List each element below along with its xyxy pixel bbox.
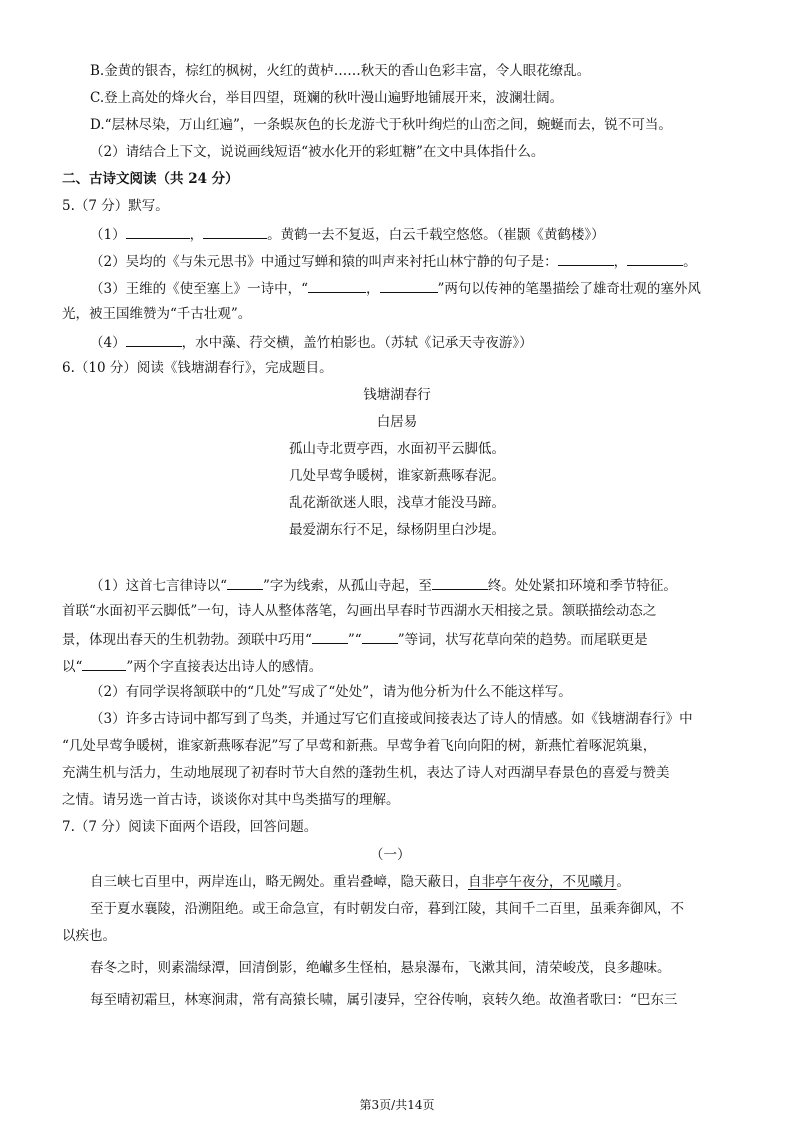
question-5-2 xyxy=(90,251,697,271)
passage-para-4: 每至晴初霜旦，林寒涧肃，常有高猿长啸，属引凄异，空谷传响，哀转久绝。故渔者歌曰：“巴东三 xyxy=(90,992,678,1008)
line-text: 以“ xyxy=(62,659,83,675)
line-text: ，水中藻、荇交横，盖竹柏影也。（苏轼《记承天寺夜游》） xyxy=(181,335,533,351)
question-6-3-line2: “几处早莺争暖树，谁家新燕啄春泥”写了早莺和新燕。早莺争着飞向向阳的树，新燕忙着啄泥筑巢， xyxy=(62,738,657,754)
answer-blank[interactable] xyxy=(380,278,438,293)
passage-para-2: 至于夏水襄陵，沿溯阻绝。或王命急宣，有时朝发白帝，暮到江陵，其间千二百里，虽乘奔御风，不 xyxy=(90,901,684,917)
question-7-title: 7.（7 分）阅读下面两个语段，回答问题。 xyxy=(62,819,318,835)
answer-blank[interactable] xyxy=(627,251,683,266)
question-6-3: （3）许多古诗词中都写到了鸟类，并通过写它们直接或间接表达了诗人的情感。如《钱塘湖春行》中 xyxy=(90,711,693,727)
option-b: B.金黄的银杏，棕红的枫树，火红的黄栌……秋天的香山色彩丰富，令人眼花缭乱。 xyxy=(90,63,591,79)
option-d: D.“层林尽染，万山红遍”，一条蜈灰色的长龙游弋于秋叶绚烂的山峦之间，蜿蜒而去，锐不可当。 xyxy=(90,117,672,133)
passage-label: （一） xyxy=(370,847,411,863)
question-6-3-line4: 之情。请另选一首古诗，谈谈你对其中鸟类描写的理解。 xyxy=(62,792,400,808)
question-6-2: （2）有同学误将颔联中的“几处”写成了“处处”，请为他分析为什么不能这样写。 xyxy=(90,684,572,700)
answer-blank[interactable] xyxy=(126,224,190,239)
question-5-title: 5.（7 分）默写。 xyxy=(62,198,169,214)
line-text: ”字为线索，从孤山寺起，至 xyxy=(263,578,432,594)
separator: 。 xyxy=(683,254,697,270)
page-number: 第3页/共14页 xyxy=(359,1098,435,1112)
line-text: ”两个字直接表达出诗人的感情。 xyxy=(126,659,323,675)
section-heading: 二、古诗文阅读（共 24 分） xyxy=(62,171,239,187)
question-6-title: 6.（10 分）阅读《钱塘湖春行》，完成题目。 xyxy=(62,360,333,376)
question-6-1-line2: 首联“水面初平云脚低”一句，诗人从整体落笔，勾画出早春时节西湖水天相接之景。颔联描绘动态之 xyxy=(62,603,657,619)
line-text: ”等词，状写花草向荣的趋势。而尾联更是 xyxy=(397,632,648,648)
poem-title: 钱塘湖春行 xyxy=(363,387,431,403)
question-5-4 xyxy=(90,332,533,352)
sub-label: （4） xyxy=(90,335,126,351)
passage-para-3: 春冬之时，则素湍绿潭，回清倒影，绝𪩘多生怪柏，悬泉瀑布，飞漱其间，清荣峻茂，良多趣味。 xyxy=(90,960,671,976)
line-text: 终。处处紧扣环境和季节特征。 xyxy=(487,578,677,594)
separator: 。 xyxy=(616,874,630,890)
answer-blank[interactable] xyxy=(82,656,126,671)
poem-line: 孤山寺北贾亭西，水面初平云脚低。 xyxy=(289,441,505,457)
line-text: 景，体现出春天的生机勃勃。颈联中巧用“ xyxy=(62,632,312,648)
sub-label: （1） xyxy=(90,227,126,243)
question-5-3 xyxy=(90,278,701,298)
answer-blank[interactable] xyxy=(432,575,488,590)
line-text: （2）吴均的《与朱元思书》中通过写蝉和猿的叫声来衬托山林宁静的句子是： xyxy=(90,254,558,270)
question-4-2: （2）请结合上下文，说说画线短语“被水化开的彩虹糖”在文中具体指什么。 xyxy=(90,144,545,160)
answer-blank[interactable] xyxy=(227,575,263,590)
underlined-sentence: 自非亭午夜分，不见曦月 xyxy=(468,874,617,890)
answer-blank[interactable] xyxy=(308,278,366,293)
separator: ， xyxy=(189,227,204,243)
option-c: C.登上高处的烽火台，举目四望，斑斓的秋叶漫山遍野地铺展开来，波澜壮阔。 xyxy=(90,90,564,106)
line-text: （3）王维的《使至塞上》一诗中，“ xyxy=(90,281,308,297)
question-6-1-line4 xyxy=(62,656,322,676)
question-5-3-cont: 光，被王国维赞为“千古壮观”。 xyxy=(62,306,252,322)
answer-blank[interactable] xyxy=(362,629,398,644)
passage-para-2-cont: 以疾也。 xyxy=(62,928,116,944)
answer-blank[interactable] xyxy=(558,251,614,266)
separator: ”“ xyxy=(347,632,362,648)
poem-author: 白居易 xyxy=(376,414,418,430)
poem-line: 最爱湖东行不足，绿杨阴里白沙堤。 xyxy=(289,522,505,538)
line-text: （1）这首七言律诗以“ xyxy=(90,578,227,594)
poem-line: 乱花渐欲迷人眼，浅草才能没马蹄。 xyxy=(289,495,505,511)
line-text: 。黄鹤一去不复返，白云千载空悠悠。（崔颢《黄鹤楼》） xyxy=(267,227,605,243)
answer-blank[interactable] xyxy=(312,629,348,644)
separator: ， xyxy=(613,254,628,270)
question-6-1-line3 xyxy=(62,629,648,649)
separator: ， xyxy=(366,281,380,297)
poem-line: 几处早莺争暖树，谁家新燕啄春泥。 xyxy=(289,468,505,484)
passage-para-1 xyxy=(90,873,630,891)
answer-blank[interactable] xyxy=(203,224,267,239)
line-text: ”两句以传神的笔墨描绘了雄奇壮观的塞外风 xyxy=(437,281,701,297)
question-5-1 xyxy=(90,224,605,244)
line-text: 自三峡七百里中，两岸连山，略无阙处。重岩叠嶂，隐天蔽日， xyxy=(90,874,468,890)
question-6-1 xyxy=(90,575,677,595)
answer-blank[interactable] xyxy=(126,332,182,347)
question-6-3-line3: 充满生机与活力，生动地展现了初春时节大自然的蓬勃生机，表达了诗人对西湖早春景色的喜爱与赞美 xyxy=(62,765,670,781)
